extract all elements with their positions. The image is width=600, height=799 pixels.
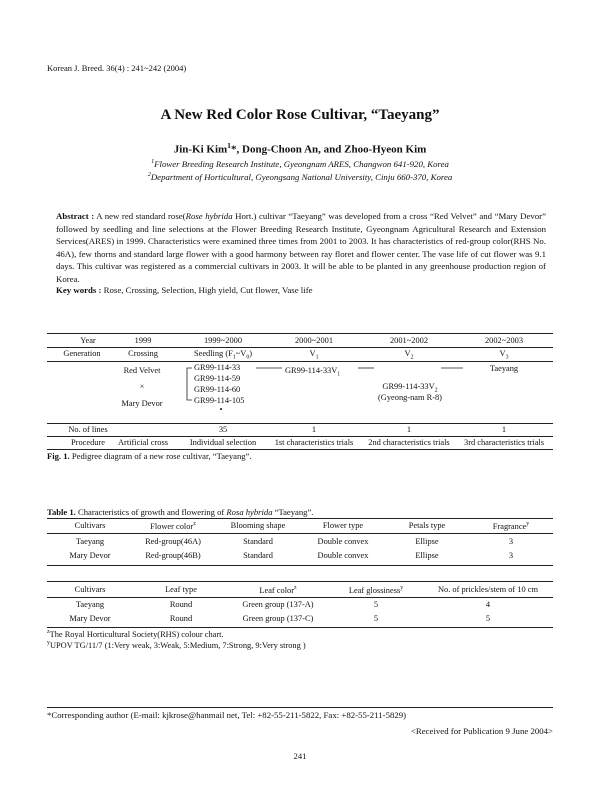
rule (47, 449, 553, 450)
cell-petals-type: Ellipse (415, 537, 439, 546)
cell-cultivar: Taeyang (75, 537, 105, 546)
cell-blooming-shape: Standard (243, 551, 273, 560)
generation-v3: $V_3$ (499, 349, 509, 361)
journal-citation: Korean J. Breed. 36(4) : 241~242 (2004) (47, 63, 187, 73)
header-leaf-color: Leaf color$^z$ (259, 585, 297, 595)
header-leaf-glossiness: Leaf glossiness$^y$ (348, 585, 404, 595)
header-flower-type: Flower type (322, 521, 364, 530)
header-cultivars: Cultivars (74, 521, 106, 530)
affiliation-1: $^1$Flower Breeding Research Institute, Gyeongnam ARES, Changwon 641-920, Korea (151, 159, 449, 169)
keywords-text: Rose, Crossing, Selection, High yield, Cut flower, Vase life (103, 285, 313, 295)
cell-leaf-color: Green group (137-A) (242, 600, 314, 609)
header-petals-type: Petals type (408, 521, 446, 530)
seedling-more-dot: • (219, 405, 223, 414)
cell-flower-type: Double convex (317, 537, 369, 546)
rule (47, 423, 553, 424)
header-blooming-shape: Blooming shape (230, 521, 286, 530)
procedure-trial-3: 3rd characteristics trials (464, 438, 544, 447)
cell-leaf-color: Green group (137-C) (242, 614, 314, 623)
generation-header: Generation (63, 349, 101, 358)
cell-blooming-shape: Standard (243, 537, 273, 546)
lines-header: No. of lines (68, 425, 108, 434)
cell-flower-color: Red-group(46A) (145, 537, 201, 546)
paper-title: A New Red Color Rose Cultivar, “Taeyang” (160, 107, 440, 123)
table-note-z: $^z$The Royal Horticultural Society(RHS) colour chart. (47, 629, 224, 639)
cell-leaf-glossiness: 5 (373, 600, 379, 609)
cell-petals-type: Ellipse (415, 551, 439, 560)
v2-name: (Gyeong-nam R-8) (378, 393, 442, 402)
corresponding-author: *Corresponding author (E-mail: kjkrose@hanmail net, Tel: +82-55-211-5822, Fax: +82-55-211-5829) (47, 710, 407, 720)
affiliation-2: $^2$Department of Horticultural, Gyeongsang National University, Cinju 660-370, Korea (147, 172, 453, 182)
rule (47, 565, 553, 566)
cell-leaf-glossiness: 5 (373, 614, 379, 623)
year-2001-2002: 2001~2002 (389, 336, 429, 345)
header-leaf-type: Leaf type (165, 585, 197, 594)
year-2002-2003: 2002~2003 (484, 336, 524, 345)
abstract-text: A new red standard rose(Rose hybrida Hort.) cultivar “Taeyang” was developed from a cross “Red Velvet” and “Mary Devor” followed by seedling and line selections at the Flower Breeding Research Institute, Gyeongnam Agricultural Research and Extension Services(ARES) in 1999. Characteristics were examined three times from 2001 to 2003. It has characteristics of red-group color(RHS No. 46A), few thorns and standard large flower with a good harmony between ray floret and flower center. The vase life of cut flower was 9.1 days. This cultivar was registered as a commercial cultivars in 2003. It will be able to be planted in any greenhouse production region of Korea. (56, 211, 546, 284)
lines-v2: 1 (406, 425, 412, 434)
seedling-item: GR99-114-60 (194, 385, 241, 394)
rule (47, 533, 553, 534)
lines-v3: 1 (501, 425, 507, 434)
figure-label: Fig. 1. (47, 451, 70, 461)
rule (47, 597, 553, 598)
rule (47, 627, 553, 628)
table-note-y: $^y$UPOV TG/11/7 (1:Very weak, 3:Weak, 5:Medium, 7:Strong, 9:Very strong ) (47, 640, 306, 650)
year-header: Year (80, 336, 96, 345)
cell-cultivar: Mary Devor (69, 614, 111, 623)
figure-caption (47, 451, 252, 461)
footer-rule (47, 707, 553, 708)
table-caption (47, 507, 313, 517)
generation-v2: $V_2$ (404, 349, 414, 361)
parent-mary-devor: Mary Devor (121, 399, 163, 408)
rule (47, 436, 553, 437)
procedure-cross: Artificial cross (117, 438, 169, 447)
received-date: <Received for Publication 9 June 2004> (410, 726, 553, 736)
header-flower-color: Flower color$^z$ (150, 521, 196, 531)
header-cultivars: Cultivars (74, 585, 106, 594)
cell-fragrance: 3 (508, 537, 514, 546)
table-label: Table 1. (47, 507, 76, 517)
generation-crossing: Crossing (128, 349, 158, 358)
keywords-label: Key words : (56, 285, 102, 295)
rule (47, 581, 553, 582)
seedling-item: GR99-114-105 (194, 396, 245, 405)
header-fragrance: Fragrance$^y$ (492, 521, 530, 531)
cell-fragrance: 3 (508, 551, 514, 560)
author-list: Jin-Ki Kim$^1$*, Dong-Choon An, and Zhoo-Hyeon Kim (173, 141, 427, 156)
cell-leaf-type: Round (169, 614, 193, 623)
v3-taeyang: Taeyang (489, 364, 519, 373)
cell-prickles: 5 (485, 614, 491, 623)
cell-prickles: 4 (485, 600, 491, 609)
procedure-trial-2: 2nd characteristics trials (368, 438, 450, 447)
procedure-trial-1: 1st characteristics trials (274, 438, 354, 447)
cell-cultivar: Taeyang (75, 600, 105, 609)
v2-line: $GR99-114-33V_2$ (382, 382, 438, 394)
year-1999: 1999 (134, 336, 152, 345)
procedure-header: Procedure (71, 438, 105, 447)
header-prickles: No. of prickles/stem of 10 cm (437, 585, 539, 594)
generation-seedling: Seedling $(F_1\sim V_0)$ (193, 349, 253, 361)
year-2000-2001: 2000~2001 (294, 336, 334, 345)
parent-red-velvet: Red Velvet (123, 366, 161, 375)
cell-cultivar: Mary Devor (69, 551, 111, 560)
cell-flower-color: Red-group(46B) (145, 551, 201, 560)
rule (47, 518, 553, 519)
year-1999-2000: 1999~2000 (203, 336, 243, 345)
page-number: 241 (293, 751, 307, 761)
generation-v1: $V_1$ (309, 349, 319, 361)
cross-symbol: × (139, 382, 145, 391)
seedling-item: GR99-114-59 (194, 374, 241, 383)
lines-v1: 1 (311, 425, 317, 434)
cell-flower-type: Double convex (317, 551, 369, 560)
seedling-item: GR99-114-33 (194, 363, 241, 372)
v1-line: $GR99-114-33V_1$ (285, 366, 341, 378)
cell-leaf-type: Round (169, 600, 193, 609)
abstract-label: Abstract : (56, 211, 95, 221)
figure-caption-text: Pedigree diagram of a new rose cultivar, “Taeyang”. (71, 451, 252, 461)
lines-35: 35 (218, 425, 228, 434)
procedure-selection: Individual selection (189, 438, 257, 447)
table-caption-text: Characteristics of growth and flowering of Rosa hybrida “Taeyang”. (77, 507, 314, 517)
